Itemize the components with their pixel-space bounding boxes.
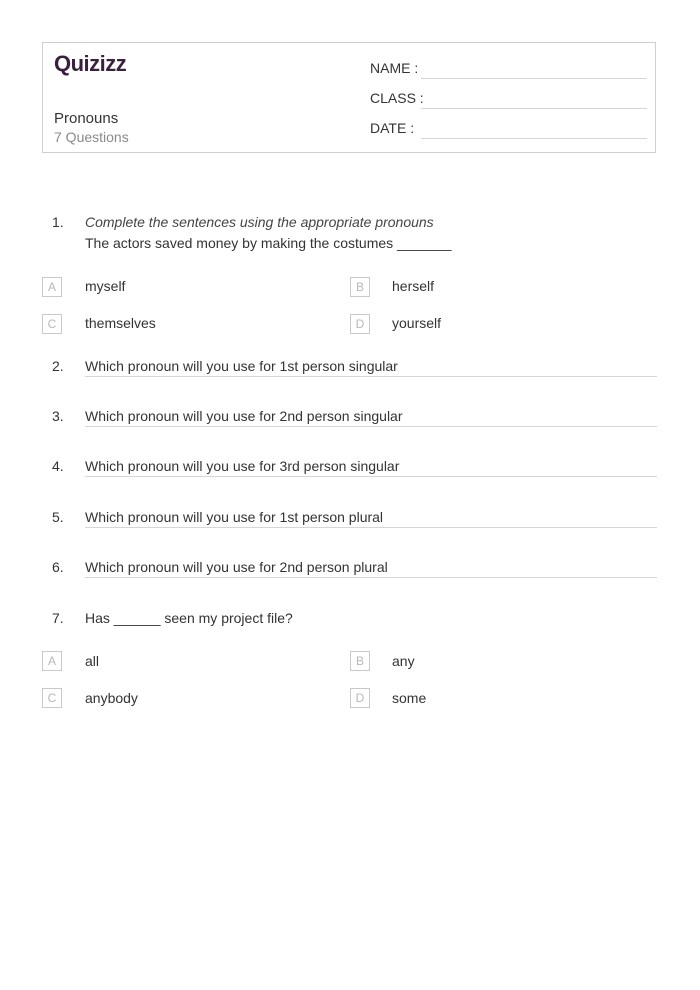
question-number: 4.	[52, 458, 64, 474]
name-line[interactable]	[421, 78, 647, 79]
option-box-c[interactable]: C	[42, 688, 62, 708]
question-instruction: Complete the sentences using the appropriate pronouns	[85, 214, 434, 230]
worksheet-title: Pronouns	[54, 110, 119, 127]
date-line[interactable]	[421, 138, 647, 139]
class-line[interactable]	[421, 108, 647, 109]
option-box-c[interactable]: C	[42, 314, 62, 334]
question-number: 6.	[52, 559, 64, 575]
date-label: DATE :	[370, 120, 415, 136]
question-text: Has ______ seen my project file?	[85, 610, 293, 626]
option-box-b[interactable]: B	[350, 651, 370, 671]
option-text-b: herself	[392, 278, 435, 294]
option-text-b: any	[392, 653, 415, 669]
question-text: The actors saved money by making the costumes _______	[85, 235, 452, 251]
option-text-c: anybody	[85, 690, 138, 706]
answer-line[interactable]	[85, 476, 657, 477]
option-text-a: all	[85, 653, 100, 669]
question-text: Which pronoun will you use for 1st person singular	[85, 358, 398, 374]
answer-line[interactable]	[85, 376, 657, 377]
question-text: Which pronoun will you use for 1st person plural	[85, 509, 384, 525]
option-text-c: themselves	[85, 315, 156, 331]
worksheet-header	[42, 42, 656, 153]
answer-line[interactable]	[85, 527, 657, 528]
option-box-a[interactable]: A	[42, 651, 62, 671]
answer-line[interactable]	[85, 426, 657, 427]
option-text-d: some	[392, 690, 427, 706]
answer-line[interactable]	[85, 577, 657, 578]
question-number: 7.	[52, 610, 64, 626]
question-number: 3.	[52, 408, 64, 424]
question-number: 1.	[52, 214, 64, 230]
option-text-d: yourself	[392, 315, 442, 331]
option-box-b[interactable]: B	[350, 277, 370, 297]
name-label: NAME :	[370, 60, 419, 76]
question-text: Which pronoun will you use for 3rd person singular	[85, 458, 400, 474]
question-count: 7 Questions	[54, 129, 129, 145]
option-box-d[interactable]: D	[350, 688, 370, 708]
option-box-a[interactable]: A	[42, 277, 62, 297]
question-number: 2.	[52, 358, 64, 374]
question-number: 5.	[52, 509, 64, 525]
question-text: Which pronoun will you use for 2nd person singular	[85, 408, 403, 424]
option-text-a: myself	[85, 278, 126, 294]
quizizz-logo: Quizizz	[54, 51, 127, 76]
class-label: CLASS :	[370, 90, 424, 106]
option-box-d[interactable]: D	[350, 314, 370, 334]
question-text: Which pronoun will you use for 2nd person plural	[85, 559, 388, 575]
